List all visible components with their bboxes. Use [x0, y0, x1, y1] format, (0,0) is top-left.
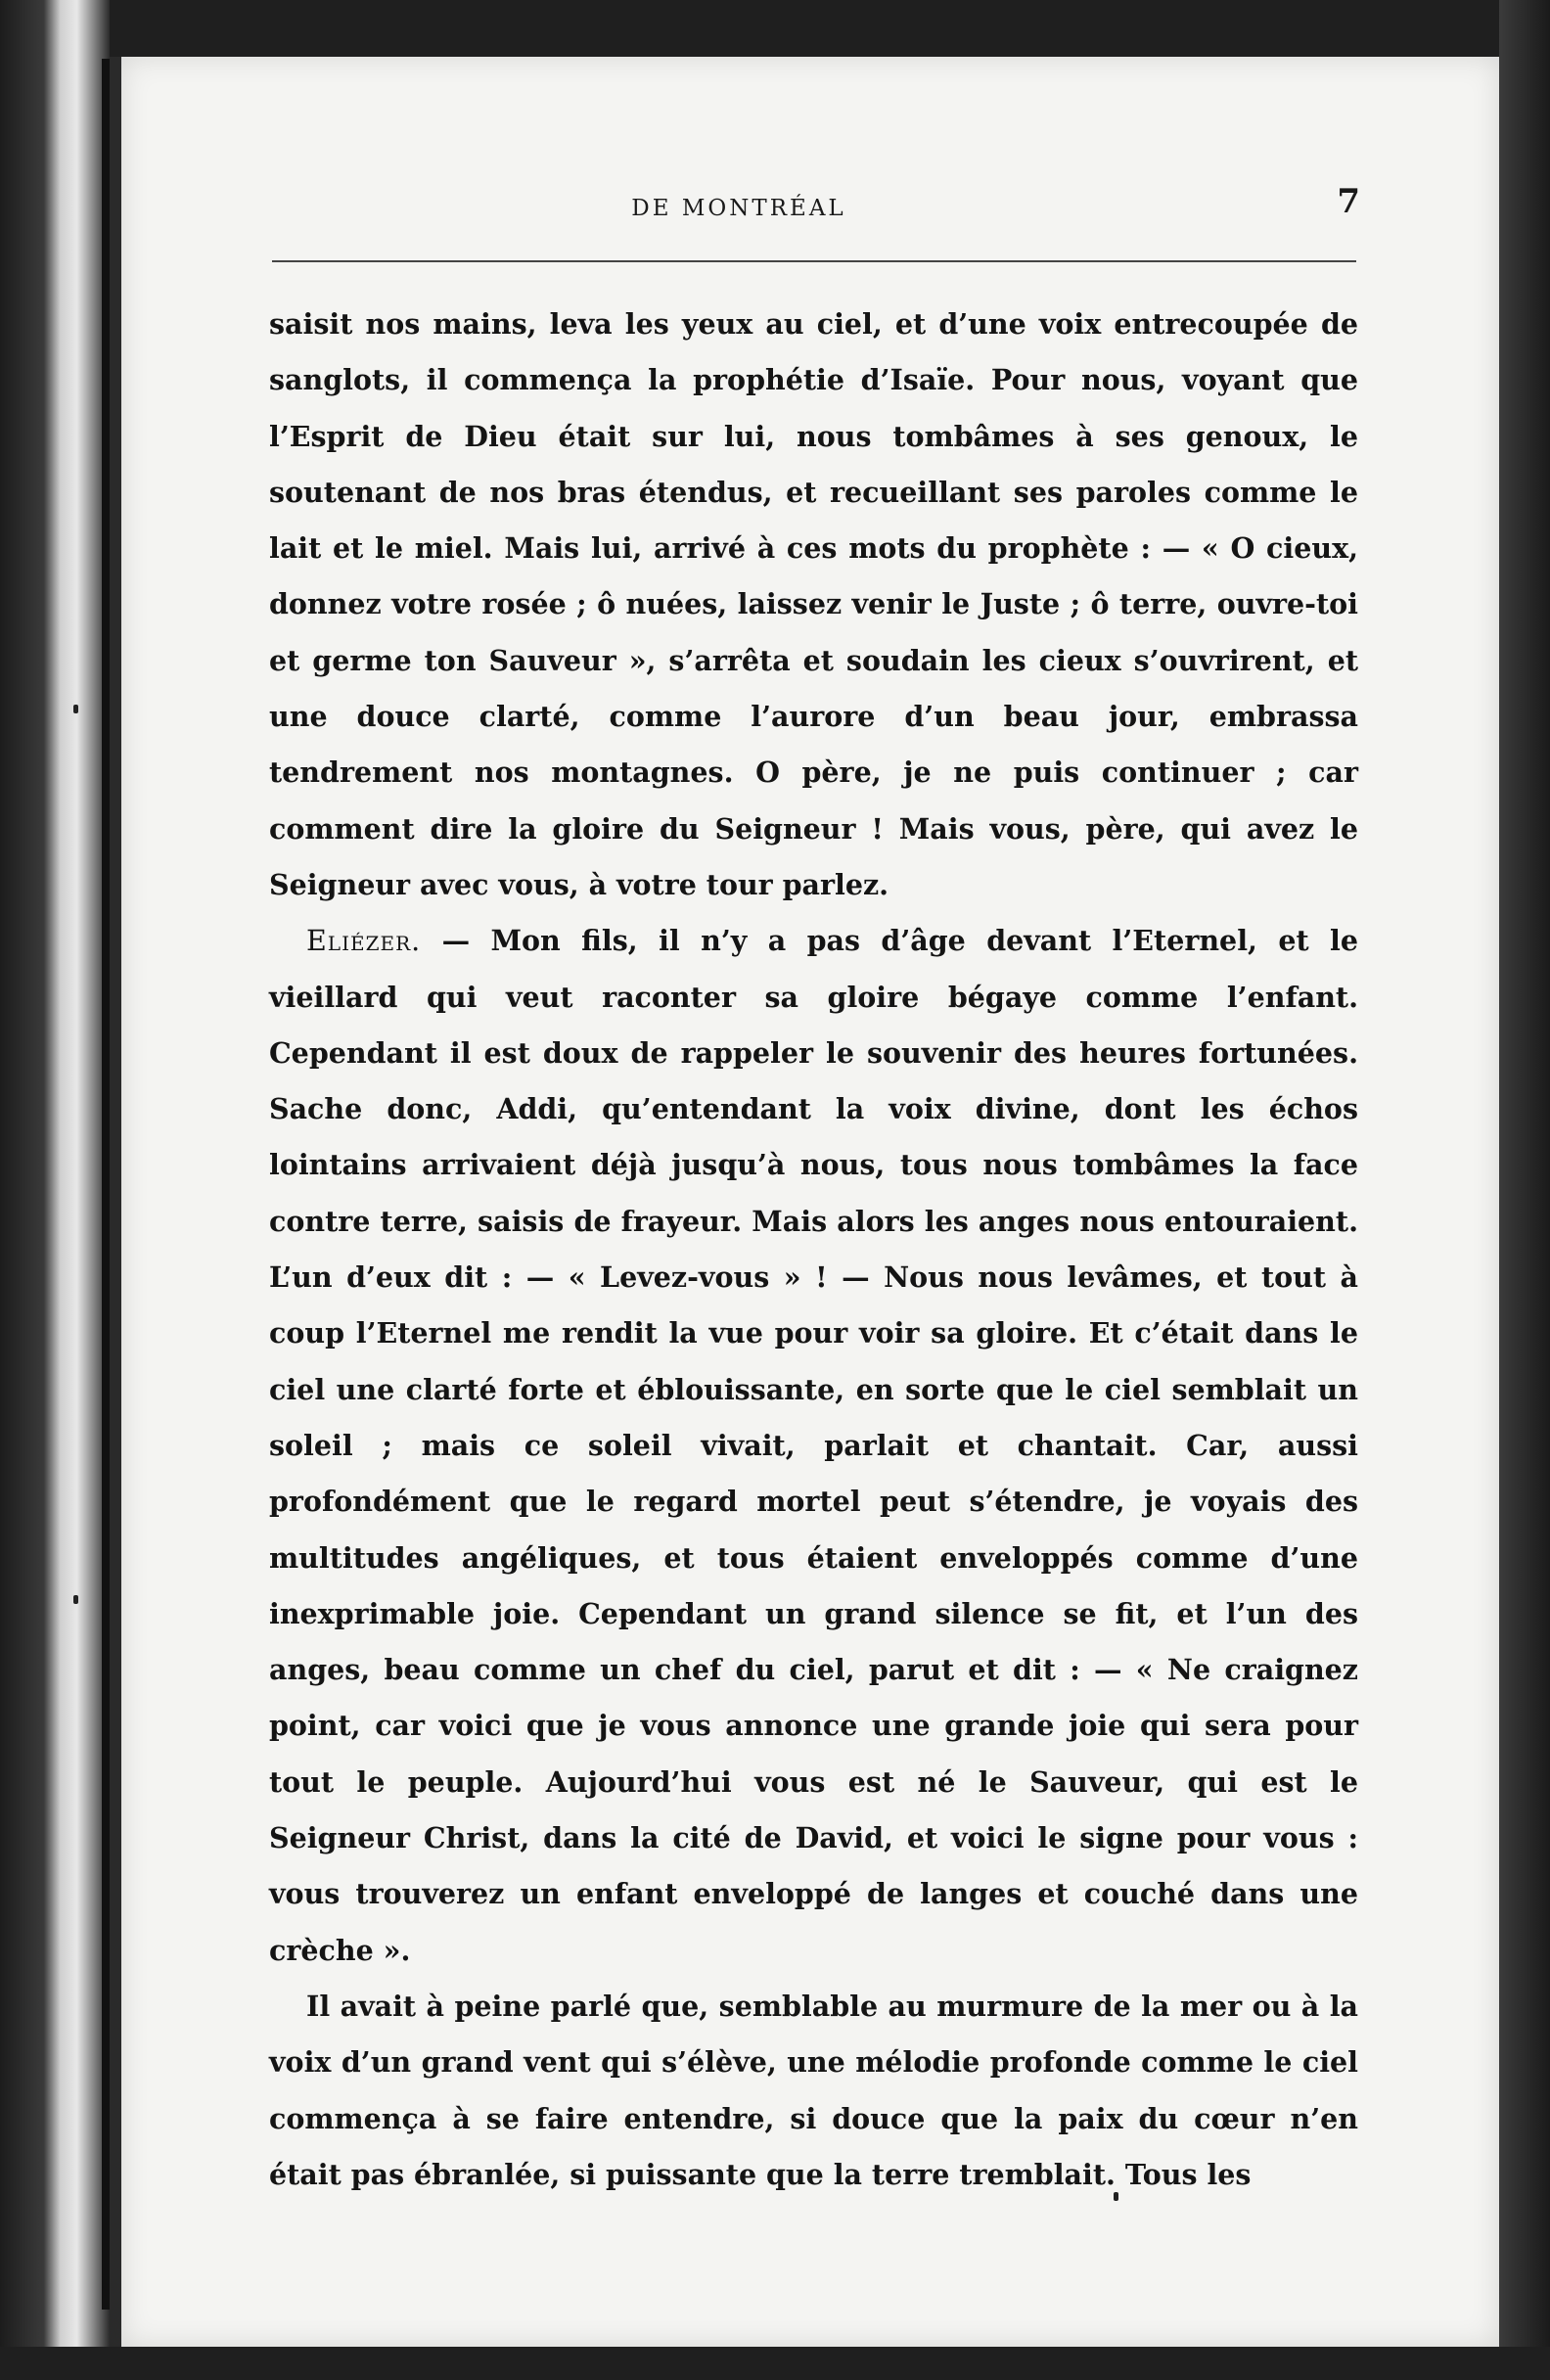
- body-text: [269, 297, 1358, 2203]
- adjacent-page-edge: [0, 0, 110, 2380]
- paragraph: Il avait à peine parlé que, semblable au murmure de la mer ou à la voix d’un grand vent qui s’élève, une mélodie profonde comme le ciel commença à se faire entendre, si douce que la paix du cœur n’en était pas ébranlée, si puissante que la terre tremblait. Tous les: [269, 1989, 1358, 2191]
- scan-speck: [73, 1595, 78, 1604]
- paragraph: saisit nos mains, leva les yeux au ciel, et d’une voix entrecoupée de sanglots, il commença la prophétie d’Isaïe. Pour nous, voyant que l’Esprit de Dieu était sur lui, nous tombâmes à ses genoux, le soutenant de nos bras étendus, et recueillant ses paroles comme le lait et le miel. Mais lui, arrivé à ces mots du prophète : — « O cieux, donnez votre rosée ; ô nuées, laissez venir le Juste ; ô terre, ouvre-toi et germe ton Sauveur », s’arrêta et soudain les cieux s’ouvrirent, et une douce clarté, comme l’aurore d’un beau jour, embrassa tendrement nos montagnes. O père, je ne puis continuer ; car comment dire la gloire du Seigneur ! Mais vous, père, qui avez le Seigneur avec vous, à votre tour parlez.: [269, 307, 1358, 901]
- header-rule: [272, 260, 1356, 262]
- dialogue-text: — Mon fils, il n’y a pas d’âge devant l’Eternel, et le vieillard qui veut raconter sa gloire bégaye comme l’enfant. Cependant il est doux de rappeler le souvenir des heures fortunées. Sache donc, Addi, qu’entendant la voix divine, dont les échos lointains arrivaient déjà jusqu’à nous, tous nous tombâmes la face contre terre, saisis de frayeur. Mais alors les anges nous entouraient. L’un d’eux dit : — « Levez-vous » ! — Nous nous levâmes, et tout à coup l’Eternel me rendit la vue pour voir sa gloire. Et c’était dans le ciel une clarté forte et éblouissante, en sorte que le ciel semblait un soleil ; mais ce soleil vivait, parlait et chantait. Car, aussi profondément que le regard mortel peut s’étendre, je voyais des multitudes angéliques, et tous étaient enveloppés comme d’une inexprimable joie. Cependant un grand silence se fit, et l’un des anges, beau comme un chef du ciel, parut et dit : — « Ne craignez point, car voici que je vous annonce une grande joie qui sera pour tout le peuple. Aujourd’hui vous est né le Sauveur, qui est le Seigneur Christ, dans la cité de David, et voici le signe pour vous : vous trouverez un enfant enveloppé de langes et couché dans une crèche ».: [269, 924, 1358, 1967]
- running-head: DE MONTRÉAL: [631, 196, 846, 221]
- page-header: [121, 182, 1360, 235]
- scan-top-border: [0, 0, 1550, 57]
- scan-speck: [73, 705, 78, 713]
- scan-speck: [1114, 2192, 1118, 2201]
- page-number: 7: [1337, 182, 1360, 221]
- scan-bottom-border: [0, 2347, 1550, 2380]
- binding-shadow: [102, 59, 110, 2310]
- dialogue-paragraph: [269, 913, 1358, 1979]
- scan-right-border: [1499, 0, 1550, 2380]
- speaker-name: Eliézer.: [306, 925, 422, 958]
